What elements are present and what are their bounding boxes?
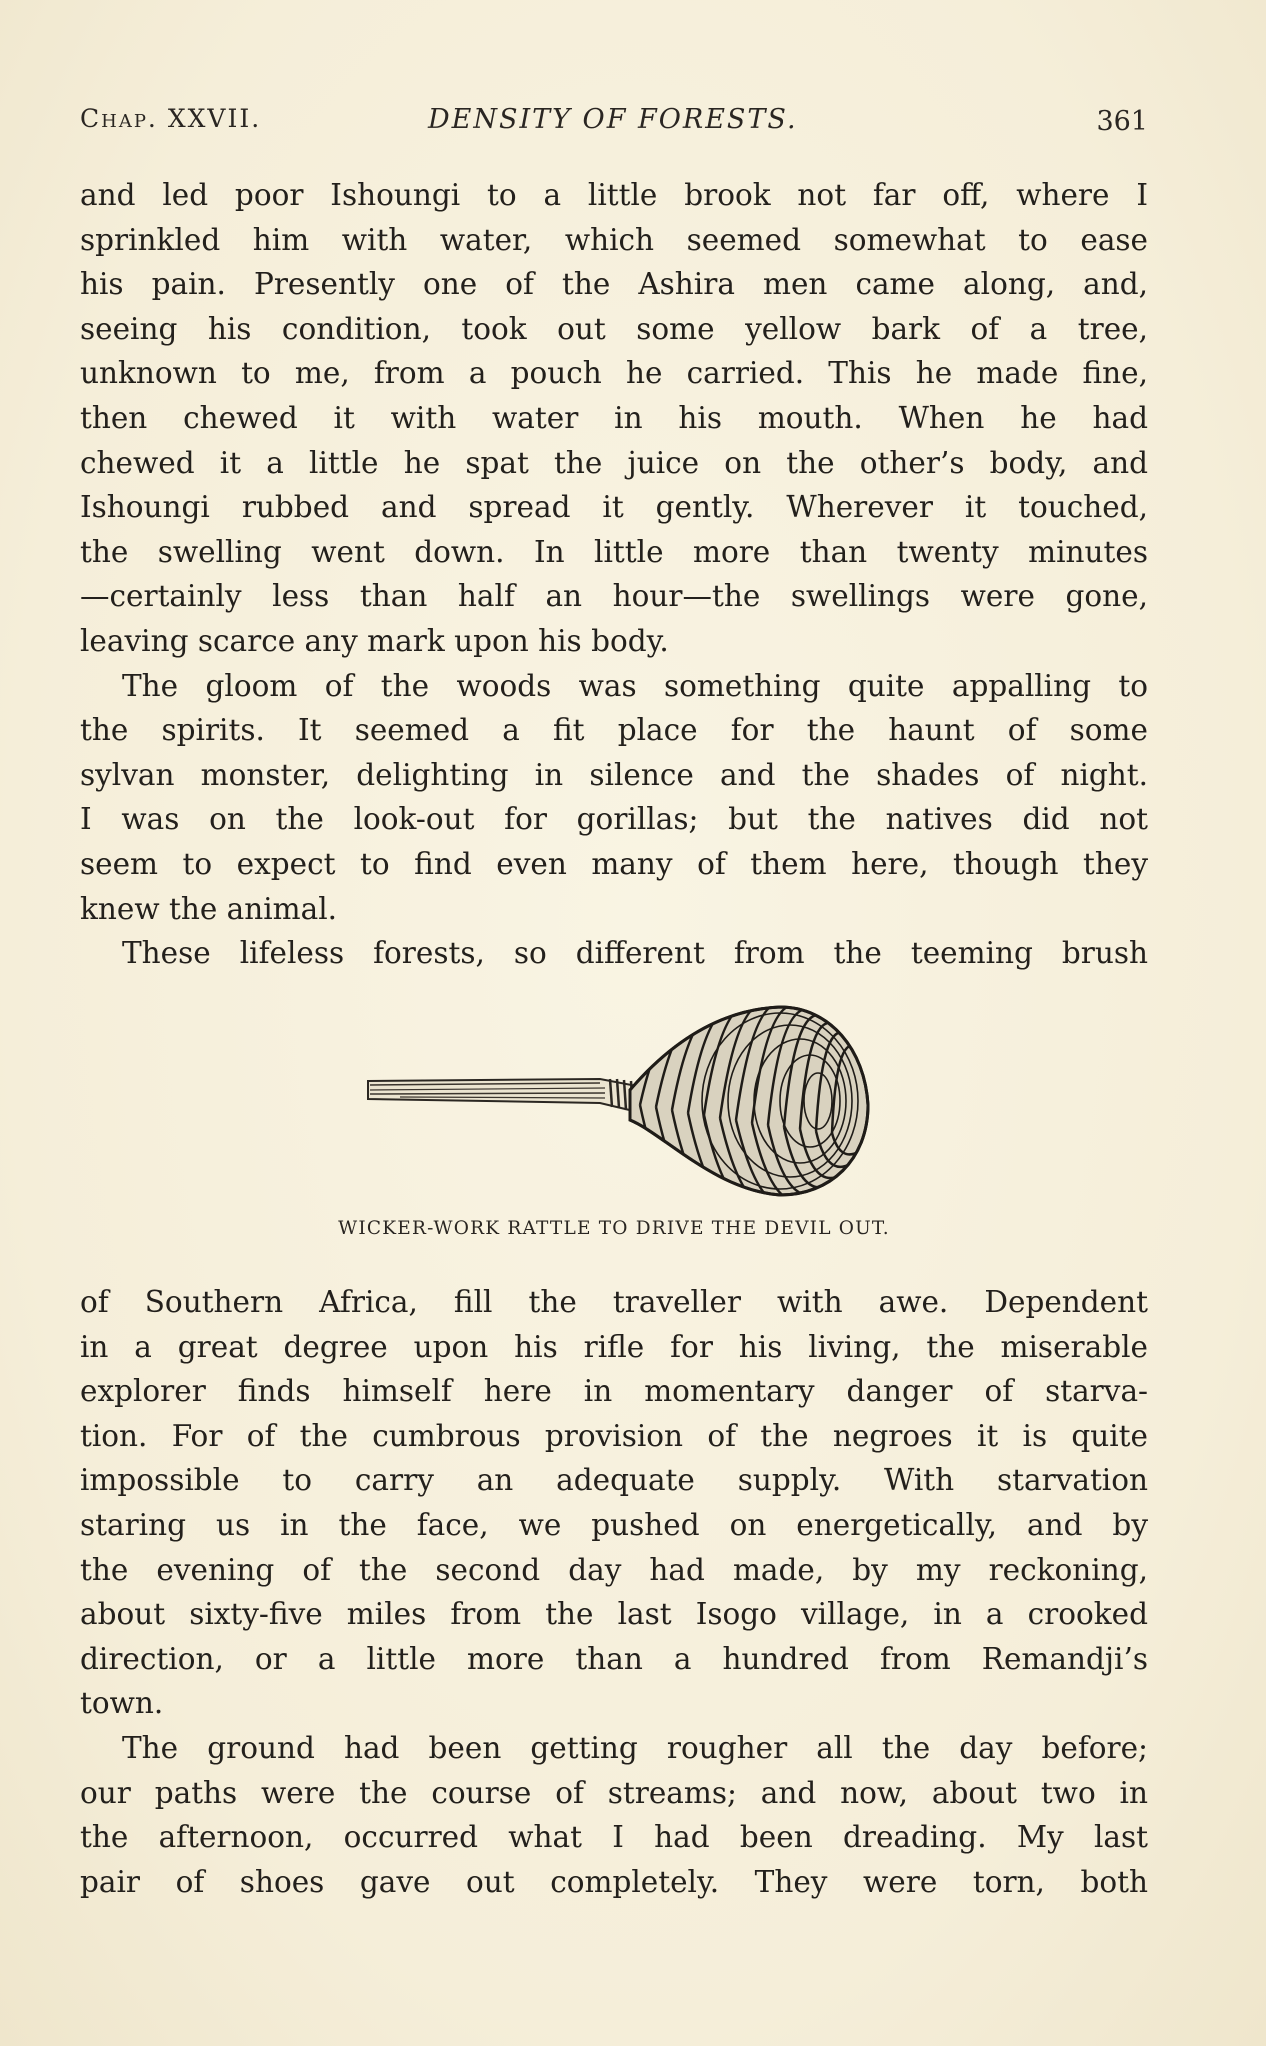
text-line: sprinkled him with water, which seemed somewhat to ease: [80, 222, 1148, 257]
text-line: the evening of the second day had made, by my reckoning,: [80, 1552, 1148, 1587]
text-line: The ground had been getting rougher all the day before;: [122, 1730, 1148, 1765]
text-line: sylvan monster, delighting in silence and the shades of night.: [80, 757, 1148, 792]
text-line: our paths were the course of streams; and now, about two in: [80, 1775, 1148, 1810]
rattle-drawing: [360, 995, 880, 1210]
text-line: explorer finds himself here in momentary danger of starva-: [80, 1374, 1148, 1409]
figure-caption: WICKER-WORK RATTLE TO DRIVE THE DEVIL OUT.: [338, 1218, 890, 1239]
text-line: The gloom of the woods was something quite appalling to: [122, 668, 1148, 703]
chapter-label: Chap. XXVII.: [80, 104, 262, 133]
wicker-rattle-illustration: [360, 995, 880, 1210]
text-line: town.: [80, 1686, 164, 1721]
text-line: direction, or a little more than a hundred from Remandji’s: [80, 1641, 1148, 1676]
text-line: the swelling went down. In little more than twenty minutes: [80, 534, 1148, 569]
text-line: I was on the look-out for gorillas; but the natives did not: [80, 802, 1148, 837]
text-line: leaving scarce any mark upon his body.: [80, 623, 669, 658]
text-line: of Southern Africa, fill the traveller with awe. Dependent: [80, 1285, 1148, 1319]
text-line: pair of shoes gave out completely. They were torn, both: [80, 1864, 1148, 1899]
text-line: the afternoon, occurred what I had been dreading. My last: [80, 1820, 1148, 1855]
page-number: 361: [1096, 106, 1148, 137]
body-text-top: [80, 173, 1148, 976]
text-line: knew the animal.: [80, 891, 338, 926]
text-line: seem to expect to find even many of them here, though they: [80, 846, 1148, 881]
text-line: These lifeless forests, so different from the teeming brush: [122, 936, 1148, 971]
text-line: his pain. Presently one of the Ashira men came along, and,: [80, 267, 1148, 302]
running-title: DENSITY OF FORESTS.: [428, 104, 798, 135]
text-line: staring us in the face, we pushed on energetically, and by: [80, 1507, 1148, 1542]
text-line: about sixty-five miles from the last Isogo village, in a crooked: [80, 1597, 1148, 1632]
text-line: tion. For of the cumbrous provision of the negroes it is quite: [80, 1418, 1148, 1453]
text-line: and led poor Ishoungi to a little brook not far off, where I: [80, 178, 1148, 212]
text-line: chewed it a little he spat the juice on the other’s body, and: [80, 445, 1148, 480]
text-line: in a great degree upon his rifle for his living, the miserable: [80, 1329, 1148, 1364]
text-line: impossible to carry an adequate supply. With starvation: [80, 1463, 1148, 1498]
text-line: —certainly less than half an hour—the swellings were gone,: [80, 579, 1148, 614]
running-head: [80, 100, 1148, 144]
text-line: unknown to me, from a pouch he carried. This he made fine,: [80, 356, 1148, 391]
text-line: Ishoungi rubbed and spread it gently. Wherever it touched,: [80, 490, 1148, 525]
text-line: then chewed it with water in his mouth. When he had: [80, 400, 1148, 435]
text-line: seeing his condition, took out some yellow bark of a tree,: [80, 311, 1148, 346]
body-text-bottom: [80, 1280, 1148, 1904]
text-line: the spirits. It seemed a fit place for the haunt of some: [80, 713, 1148, 748]
